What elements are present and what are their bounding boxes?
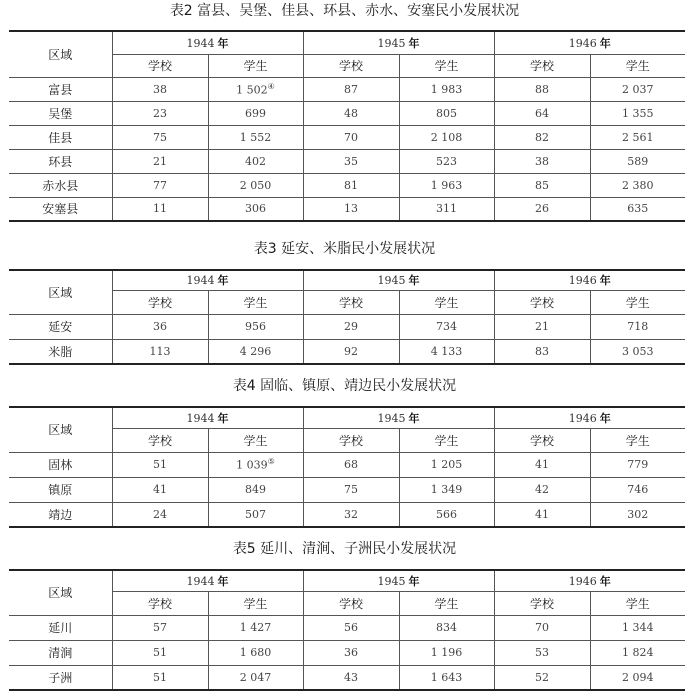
value-cell: 75	[112, 125, 208, 149]
value-cell: 523	[399, 149, 494, 173]
school-header: 学校	[494, 54, 590, 77]
region-header: 区域	[9, 31, 112, 77]
table-row	[9, 101, 685, 125]
value-cell: 2 050	[208, 173, 303, 197]
region-cell: 赤水县	[9, 173, 112, 197]
footnote-marker: ⑤	[267, 457, 275, 467]
value-cell: 1 427	[208, 615, 303, 640]
year-header: 1945 年	[303, 31, 494, 54]
value-cell: 718	[590, 314, 685, 339]
student-header: 学生	[399, 290, 494, 314]
table-caption: 表2 富县、吴堡、佳县、环县、赤水、安塞民小发展状况	[169, 3, 520, 19]
school-header: 学校	[494, 591, 590, 615]
data-table	[9, 269, 685, 365]
data-table	[9, 30, 685, 222]
region-cell: 固林	[9, 452, 112, 477]
student-header: 学生	[590, 428, 685, 452]
region-cell: 延安	[9, 314, 112, 339]
student-header: 学生	[208, 290, 303, 314]
value-cell: 1 824	[590, 640, 685, 665]
value-cell: 635	[590, 197, 685, 221]
value-cell: 1 349	[399, 477, 494, 502]
value-cell: 4 296	[208, 339, 303, 364]
value-cell: 589	[590, 149, 685, 173]
value-cell: 56	[303, 615, 399, 640]
value-cell: 26	[494, 197, 590, 221]
table-row	[9, 149, 685, 173]
value-cell: 1 205	[399, 452, 494, 477]
student-header: 学生	[590, 290, 685, 314]
value-cell: 11	[112, 197, 208, 221]
value-cell: 1 355	[590, 101, 685, 125]
school-header: 学校	[112, 290, 208, 314]
table-block-4	[0, 375, 689, 528]
year-header: 1946 年	[494, 570, 685, 591]
region-cell: 镇原	[9, 477, 112, 502]
value-cell: 35	[303, 149, 399, 173]
value-cell: 23	[112, 101, 208, 125]
value-cell: 36	[303, 640, 399, 665]
value-cell: 306	[208, 197, 303, 221]
value-cell: 48	[303, 101, 399, 125]
year-header: 1944 年	[112, 270, 303, 290]
value-cell: 81	[303, 173, 399, 197]
region-cell: 佳县	[9, 125, 112, 149]
value-cell: 1 963	[399, 173, 494, 197]
data-table	[9, 569, 685, 691]
table-caption: 表4 固临、镇原、靖边民小发展状况	[232, 378, 457, 394]
footnote-marker: ④	[267, 81, 275, 91]
table-row	[9, 477, 685, 502]
value-cell: 834	[399, 615, 494, 640]
value-cell: 734	[399, 314, 494, 339]
value-cell: 70	[494, 615, 590, 640]
value-cell: 82	[494, 125, 590, 149]
school-header: 学校	[112, 591, 208, 615]
student-header: 学生	[208, 591, 303, 615]
value-cell: 1 552	[208, 125, 303, 149]
table-caption: 表5 延川、清涧、子洲民小发展状况	[232, 541, 457, 557]
table-row	[9, 125, 685, 149]
table-row	[9, 665, 685, 690]
value-cell: 566	[399, 502, 494, 527]
value-cell: 92	[303, 339, 399, 364]
region-cell: 安塞县	[9, 197, 112, 221]
value-cell: 1 039⑤	[208, 452, 303, 477]
student-header: 学生	[399, 428, 494, 452]
value-cell: 88	[494, 77, 590, 101]
value-cell: 41	[494, 502, 590, 527]
table-row	[9, 640, 685, 665]
year-header: 1946 年	[494, 407, 685, 428]
table-block-2	[0, 0, 689, 222]
value-cell: 2 561	[590, 125, 685, 149]
table-row	[9, 502, 685, 527]
value-cell: 41	[494, 452, 590, 477]
value-cell: 2 037	[590, 77, 685, 101]
school-header: 学校	[303, 54, 399, 77]
value-cell: 1 502④	[208, 77, 303, 101]
value-cell: 746	[590, 477, 685, 502]
student-header: 学生	[208, 428, 303, 452]
table-row	[9, 615, 685, 640]
value-cell: 41	[112, 477, 208, 502]
value-cell: 956	[208, 314, 303, 339]
student-header: 学生	[590, 591, 685, 615]
value-cell: 1 643	[399, 665, 494, 690]
school-header: 学校	[112, 428, 208, 452]
value-cell: 32	[303, 502, 399, 527]
value-cell: 402	[208, 149, 303, 173]
table-row	[9, 77, 685, 101]
student-header: 学生	[399, 54, 494, 77]
region-cell: 靖边	[9, 502, 112, 527]
year-header: 1946 年	[494, 31, 685, 54]
value-cell: 311	[399, 197, 494, 221]
school-header: 学校	[112, 54, 208, 77]
value-cell: 52	[494, 665, 590, 690]
value-cell: 113	[112, 339, 208, 364]
value-cell: 1 983	[399, 77, 494, 101]
year-header: 1945 年	[303, 570, 494, 591]
value-cell: 849	[208, 477, 303, 502]
year-header: 1944 年	[112, 407, 303, 428]
value-cell: 1 196	[399, 640, 494, 665]
region-cell: 清涧	[9, 640, 112, 665]
value-cell: 805	[399, 101, 494, 125]
region-cell: 吴堡	[9, 101, 112, 125]
school-header: 学校	[494, 428, 590, 452]
table-caption: 表3 延安、米脂民小发展状况	[253, 241, 436, 257]
region-cell: 米脂	[9, 339, 112, 364]
value-cell: 699	[208, 101, 303, 125]
student-header: 学生	[590, 54, 685, 77]
value-cell: 38	[112, 77, 208, 101]
value-cell: 29	[303, 314, 399, 339]
student-header: 学生	[208, 54, 303, 77]
value-cell: 51	[112, 452, 208, 477]
table-row	[9, 314, 685, 339]
year-header: 1945 年	[303, 270, 494, 290]
table-row	[9, 452, 685, 477]
school-header: 学校	[494, 290, 590, 314]
value-cell: 779	[590, 452, 685, 477]
region-cell: 延川	[9, 615, 112, 640]
year-header: 1944 年	[112, 570, 303, 591]
value-cell: 2 047	[208, 665, 303, 690]
value-cell: 43	[303, 665, 399, 690]
value-cell: 64	[494, 101, 590, 125]
data-table	[9, 406, 685, 528]
value-cell: 507	[208, 502, 303, 527]
region-cell: 环县	[9, 149, 112, 173]
value-cell: 1 680	[208, 640, 303, 665]
value-cell: 87	[303, 77, 399, 101]
value-cell: 68	[303, 452, 399, 477]
table-block-5	[0, 538, 689, 691]
value-cell: 38	[494, 149, 590, 173]
region-cell: 子洲	[9, 665, 112, 690]
value-cell: 85	[494, 173, 590, 197]
value-cell: 21	[112, 149, 208, 173]
value-cell: 24	[112, 502, 208, 527]
value-cell: 77	[112, 173, 208, 197]
year-header: 1944 年	[112, 31, 303, 54]
school-header: 学校	[303, 290, 399, 314]
region-cell: 富县	[9, 77, 112, 101]
value-cell: 51	[112, 640, 208, 665]
value-cell: 21	[494, 314, 590, 339]
value-cell: 53	[494, 640, 590, 665]
table-row	[9, 197, 685, 221]
table-row	[9, 173, 685, 197]
value-cell: 83	[494, 339, 590, 364]
value-cell: 42	[494, 477, 590, 502]
value-cell: 13	[303, 197, 399, 221]
year-header: 1946 年	[494, 270, 685, 290]
value-cell: 4 133	[399, 339, 494, 364]
value-cell: 3 053	[590, 339, 685, 364]
table-block-3	[0, 238, 689, 365]
year-header: 1945 年	[303, 407, 494, 428]
value-cell: 2 380	[590, 173, 685, 197]
table-row	[9, 339, 685, 364]
region-header: 区域	[9, 270, 112, 314]
value-cell: 2 094	[590, 665, 685, 690]
value-cell: 51	[112, 665, 208, 690]
value-cell: 302	[590, 502, 685, 527]
value-cell: 57	[112, 615, 208, 640]
student-header: 学生	[399, 591, 494, 615]
value-cell: 36	[112, 314, 208, 339]
value-cell: 70	[303, 125, 399, 149]
school-header: 学校	[303, 428, 399, 452]
region-header: 区域	[9, 407, 112, 452]
value-cell: 75	[303, 477, 399, 502]
region-header: 区域	[9, 570, 112, 615]
school-header: 学校	[303, 591, 399, 615]
value-cell: 1 344	[590, 615, 685, 640]
value-cell: 2 108	[399, 125, 494, 149]
